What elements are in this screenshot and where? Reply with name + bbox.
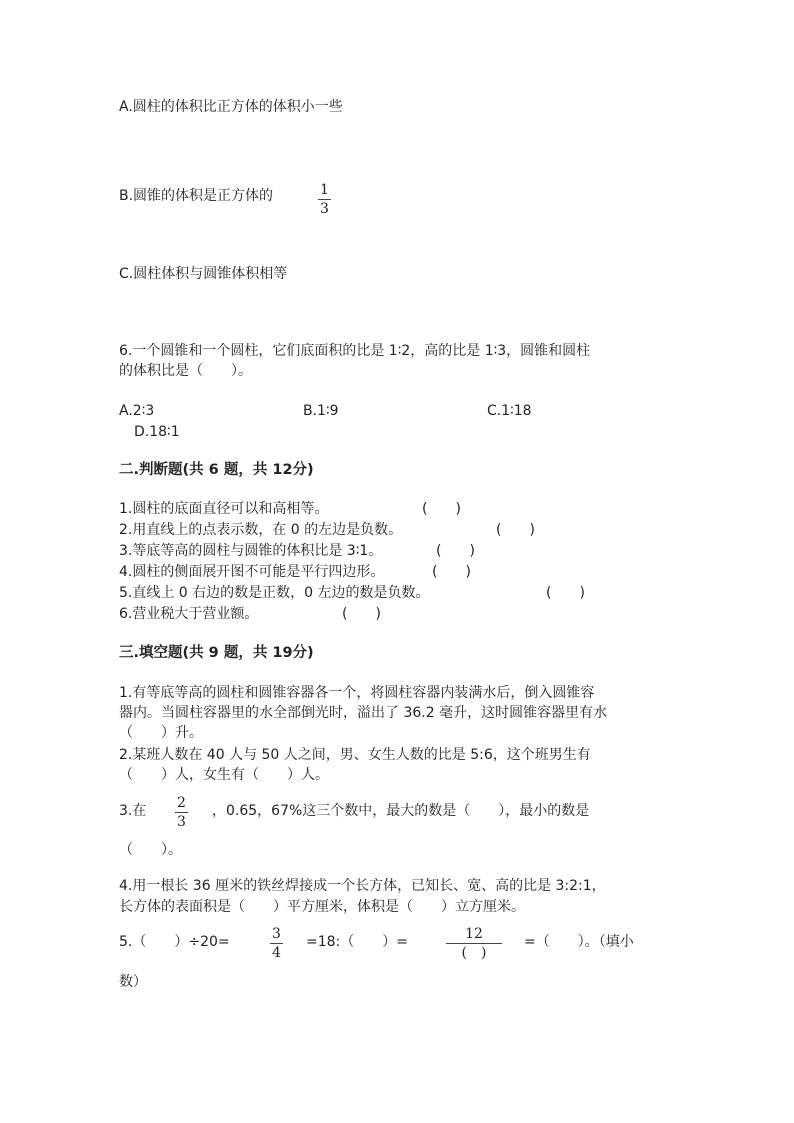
q6-stem-line1: 6.一个圆锥和一个圆柱，它们底面积的比是 1∶2，高的比是 1∶3，圆锥和圆柱: [119, 343, 591, 359]
fill-q5-part1: 5.（ ）÷20=: [119, 934, 230, 950]
judge-item-2-blank: ( ): [496, 522, 535, 538]
q6-option-b: B.1∶9: [303, 403, 339, 419]
fill-q3-fraction: [175, 795, 188, 830]
fill-q5-fraction-1: [270, 926, 283, 961]
q5-option-c: C.圆柱体积与圆锥体积相等: [119, 266, 288, 282]
judge-item-2: 2.用直线上的点表示数，在 0 的左边是负数。: [119, 522, 403, 538]
fraction-bar: [270, 943, 283, 944]
fill-q1-line3: （ ）升。: [119, 725, 203, 741]
q6-option-c: C.1∶18: [487, 403, 532, 419]
fraction-denominator: 4: [272, 945, 281, 961]
fraction-denominator: 3: [177, 814, 186, 830]
fill-q3-line2: （ ）。: [119, 842, 182, 858]
fill-q4-line2: 长方体的表面积是（ ）平方厘米，体积是（ ）立方厘米。: [119, 899, 525, 915]
fill-q2-line2: （ ）人，女生有（ ）人。: [119, 767, 329, 783]
judge-item-4: 4.圆柱的侧面展开图不可能是平行四边形。: [119, 564, 385, 580]
judge-item-4-blank: ( ): [432, 564, 471, 580]
q5-option-b: B.圆锥的体积是正方体的: [119, 188, 274, 204]
fill-q2-line1: 2.某班人数在 40 人与 50 人之间，男、女生人数的比是 5:6，这个班男生有: [119, 747, 591, 763]
fraction-numerator: 12: [465, 926, 483, 942]
judge-item-5-blank: ( ): [546, 585, 585, 601]
fill-q4-line1: 4.用一根长 36 厘米的铁丝焊接成一个长方体，已知长、宽、高的比是 3:2:1，: [119, 878, 606, 894]
fraction-bar: [175, 812, 188, 813]
fill-q1-line1: 1.有等底等高的圆柱和圆锥容器各一个，将圆柱容器内装满水后，倒入圆锥容: [119, 685, 595, 701]
q6-option-d: D.18∶1: [134, 424, 180, 440]
fill-q5-part2: =18:（ ）=: [306, 934, 408, 950]
fraction-numerator: 1: [320, 182, 329, 198]
q5-option-b-fraction: [318, 182, 331, 217]
fraction-denominator: 3: [320, 201, 329, 217]
fill-q3-suffix: ，0.65，67%这三个数中，最大的数是（ ），最小的数是: [212, 803, 590, 819]
judge-item-1-blank: ( ): [422, 501, 461, 517]
fill-q5-line2: 数）: [119, 974, 147, 990]
judge-item-6-blank: ( ): [342, 606, 381, 622]
fraction-bar: [446, 943, 502, 944]
section-3-title: 三.填空题(共 9 题，共 19分): [119, 645, 314, 661]
judge-item-6: 6.营业税大于营业额。: [119, 606, 259, 622]
fraction-numerator: 2: [177, 795, 186, 811]
q5-option-a: A.圆柱的体积比正方体的体积小一些: [119, 99, 343, 115]
q6-stem-line2: 的体积比是（ ）。: [119, 363, 252, 379]
judge-item-3: 3.等底等高的圆柱与圆锥的体积比是 3∶1。: [119, 543, 383, 559]
fill-q1-line2: 器内。当圆柱容器里的水全部倒光时，溢出了 36.2 毫升，这时圆锥容器里有水: [119, 705, 608, 721]
fraction-denominator: ( ): [461, 945, 487, 961]
judge-item-1: 1.圆柱的底面直径可以和高相等。: [119, 501, 329, 517]
section-2-title: 二.判断题(共 6 题，共 12分): [119, 462, 314, 478]
fraction-bar: [318, 199, 331, 200]
fill-q5-part3: =（ ）。（填小: [524, 934, 634, 950]
judge-item-5: 5.直线上 0 右边的数是正数，0 左边的数是负数。: [119, 585, 430, 601]
q6-option-a: A.2∶3: [119, 403, 155, 419]
judge-item-3-blank: ( ): [436, 543, 475, 559]
fraction-numerator: 3: [272, 926, 281, 942]
fill-q3-prefix: 3.在: [119, 803, 147, 819]
fill-q5-fraction-2: [446, 926, 502, 961]
